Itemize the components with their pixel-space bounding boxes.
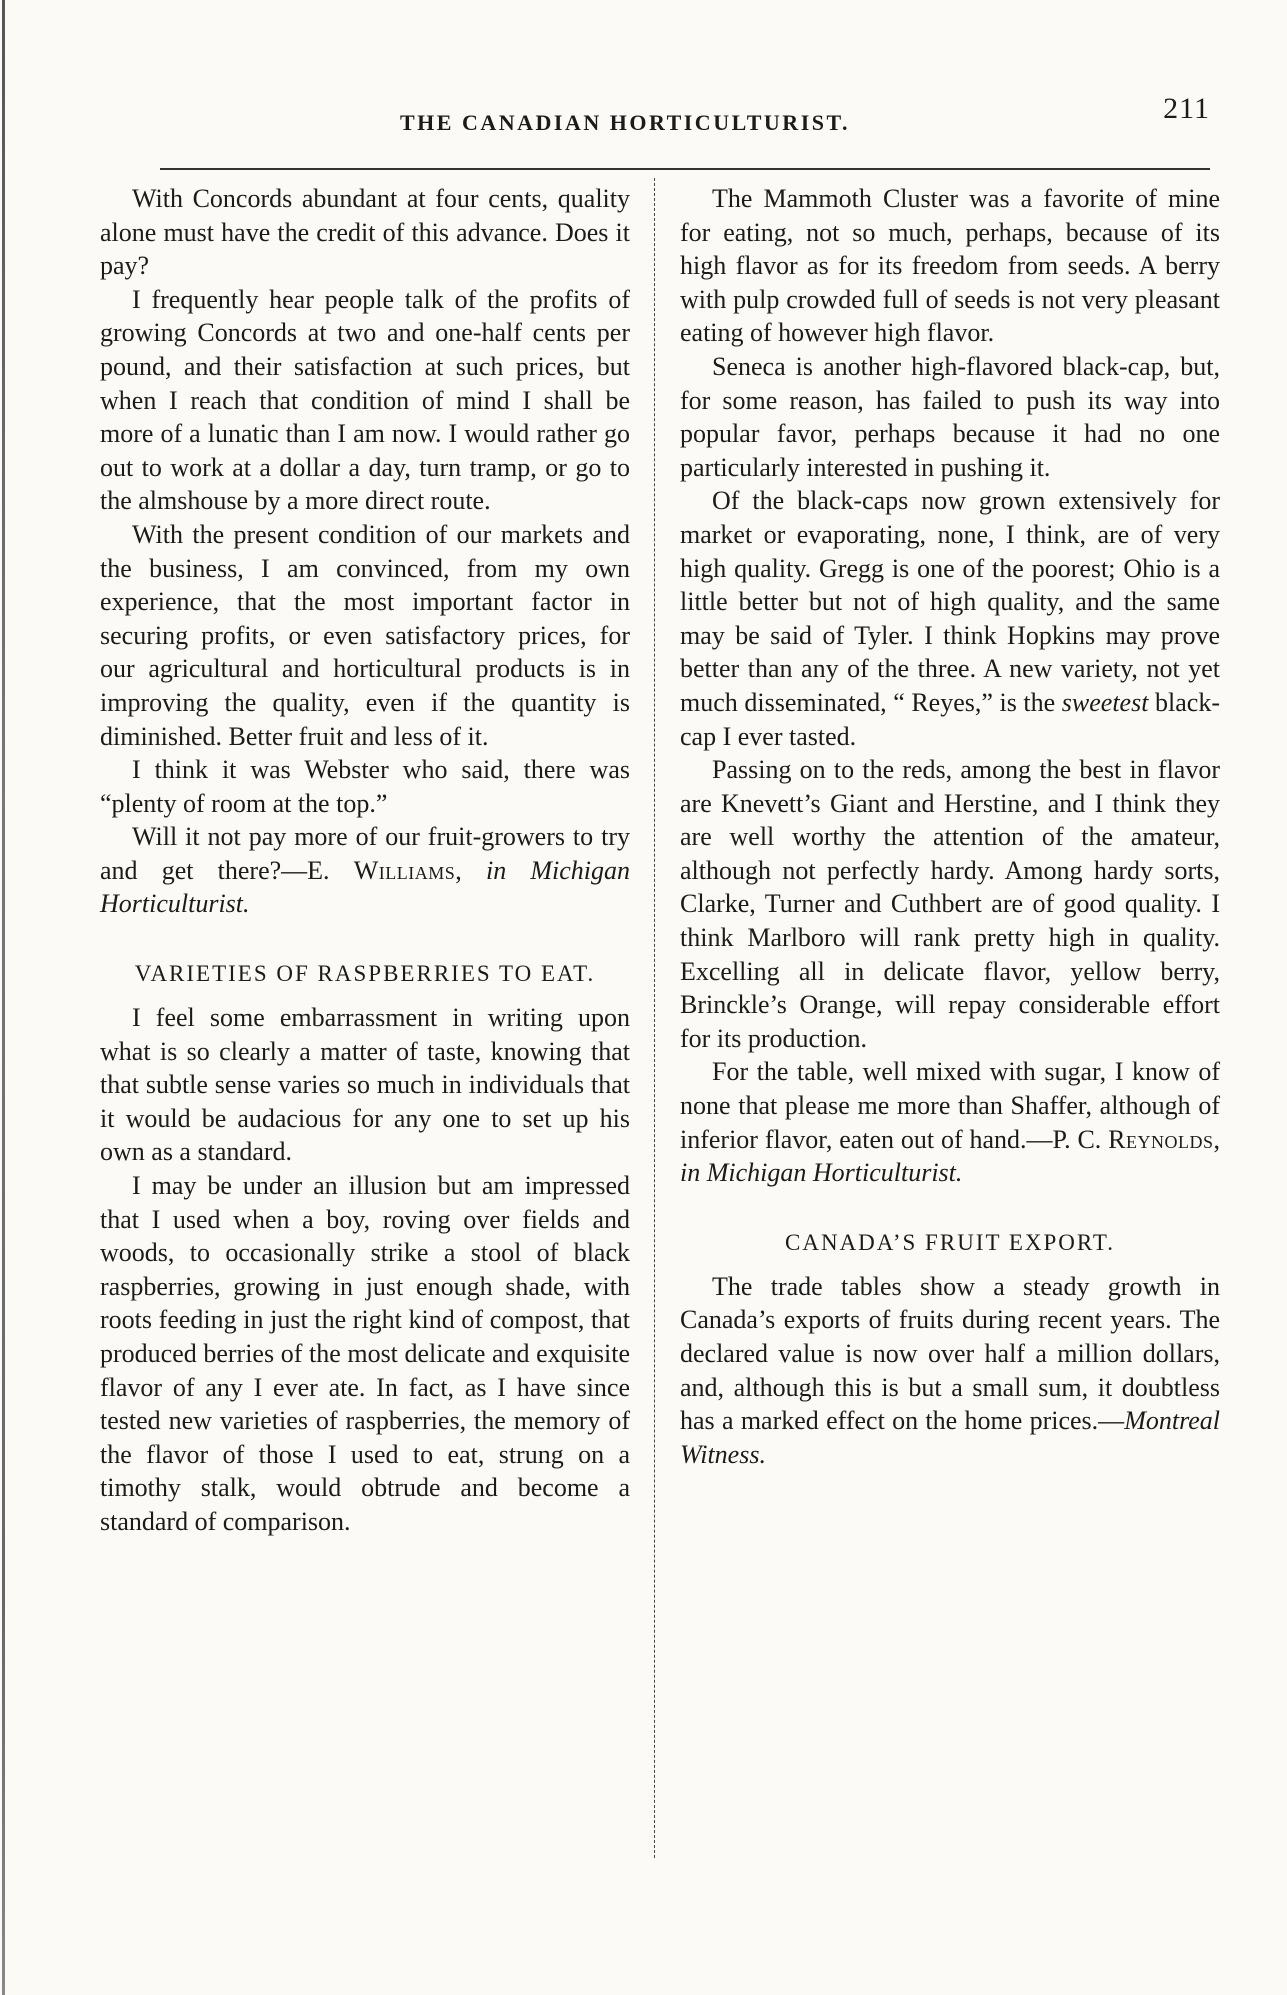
- author-name: Williams: [353, 855, 456, 885]
- paragraph: With Concords abundant at four cents, quality alone must have the credit of this advance. Does it pay?: [100, 184, 630, 281]
- paragraph: I frequently hear people talk of the profits of growing Concords at two and one-half cents per pound, and their satisfaction at such prices, but when I reach that condition of mind I shall be more of a lunatic than I am now. I would rather go out to work at a dollar a day, turn tramp, or go to the almshouse by a more direct route.: [100, 284, 630, 516]
- paragraph: [680, 484, 1220, 753]
- source-citation: in Michigan Horticulturist.: [680, 1158, 963, 1188]
- separator: ,: [1213, 1124, 1220, 1154]
- page-binding-edge: [2, 0, 5, 1995]
- header-rule: [160, 168, 1210, 170]
- paragraph-with-attribution: [100, 820, 630, 921]
- running-title: THE CANADIAN HORTICULTURIST.: [400, 110, 851, 135]
- column-divider: [654, 178, 656, 1858]
- paragraph-text: The trade tables show a steady growth in Canada’s exports of fruits during recent years. The declared value is now over half a million dollars, and, although this is but a small sum, it doubtless has a marked effect on the home prices.—: [680, 1271, 1220, 1436]
- paragraph: With the present condition of our markets and the business, I am convinced, from my own experience, that the most important factor in securing profits, or even satisfactory prices, for our agricultural and horticultural products is in improving the quality, even if the quantity is diminished. Better fruit and less of it.: [100, 519, 630, 751]
- separator: ,: [455, 855, 486, 885]
- article-heading: VARIETIES OF RASPBERRIES TO EAT.: [134, 961, 596, 987]
- left-column: [100, 182, 630, 1539]
- paragraph-text: Of the black-caps now grown extensively for market or evaporating, none, I think, are of very high quality. Gregg is one of the poorest; Ohio is a little better but not of high quality, and the same may be said of Tyler. I think Hopkins may prove better than any of the three. A new variety, not yet much disseminated, “ Reyes,” is the: [680, 486, 1220, 717]
- source-citation: in Michigan Horticulturist.: [100, 855, 631, 919]
- paragraph: I think it was Webster who said, there was “plenty of room at the top.”: [100, 755, 630, 818]
- paragraph-with-attribution: [680, 1270, 1220, 1472]
- paragraph-text: black-cap I ever tasted.: [680, 687, 1220, 751]
- article-heading: CANADA’S FRUIT EXPORT.: [785, 1229, 1115, 1255]
- paragraph: Passing on to the reds, among the best in flavor are Knevett’s Giant and Herstine, and I think they are well worthy the attention of the amateur, although not perfectly hardy. Among hardy sorts, Clarke, Turner and Cuthbert are of good quality. I think Marlboro will rank pretty high in quality. Excelling all in delicate flavor, yellow berry, Brinckle’s Orange, will repay considerable effort for its production.: [680, 755, 1220, 1053]
- paragraph-text: Will it not pay more of our fruit-growers to try and get there?—E.: [100, 822, 630, 885]
- paragraph: I may be under an illusion but am impressed that I used when a boy, roving over fields and woods, to occasionally strike a stool of black raspberries, growing in just enough shade, with roots feeding in just the right kind of compost, that produced berries of the most delicate and exquisite flavor of any I ever ate. In fact, as I have since tested new varieties of raspberries, the memory of the flavor of those I used to eat, strung on a timothy stalk, would obtrude and become a standard of comparison.: [100, 1171, 630, 1536]
- paragraph: The Mammoth Cluster was a favorite of mine for eating, not so much, perhaps, because of its high flavor as for its freedom from seeds. A berry with pulp crowded full of seeds is not very pleasant eating of however high flavor.: [680, 184, 1220, 348]
- source-citation: Montreal Witness.: [680, 1406, 1220, 1469]
- author-name: Reynolds: [1108, 1124, 1214, 1154]
- paragraph-with-attribution: [680, 1055, 1220, 1189]
- right-column: [680, 182, 1220, 1471]
- paragraph: I feel some embarrassment in writing upon what is so clearly a matter of taste, knowing that that subtle sense varies so much in individuals that it would be audacious for any one to set up his own as a standard.: [100, 1003, 630, 1167]
- paragraph: Seneca is another high-flavored black-cap, but, for some reason, has failed to push its way into popular favor, perhaps because it had no one particularly interested in pushing it.: [680, 351, 1220, 482]
- page-header: [100, 88, 1210, 138]
- page-number: 211: [1163, 92, 1210, 125]
- emphasis: sweetest: [1061, 687, 1149, 717]
- paragraph-text: For the table, well mixed with sugar, I know of none that please me more than Shaffer, although of inferior flavor, eaten out of hand.—P. C.: [680, 1057, 1220, 1154]
